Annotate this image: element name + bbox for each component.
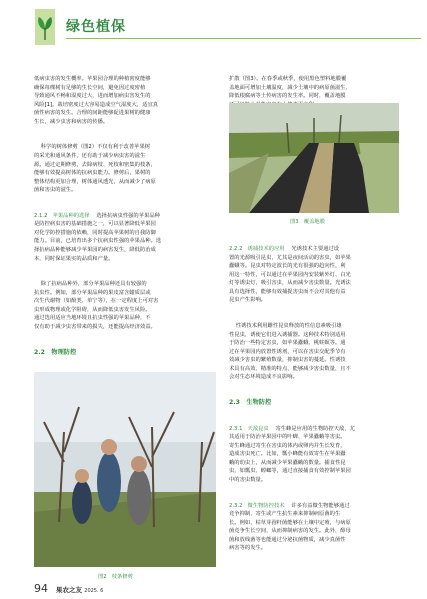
subheading-label: 2.1.2 苹果品种的选择 xyxy=(34,212,90,219)
section-title: 绿色植保 xyxy=(66,19,126,35)
sprout-logo-icon xyxy=(34,8,56,46)
right-column-bottom xyxy=(229,228,399,561)
pruning-photo xyxy=(34,372,216,567)
figure-caption: 图2 枝条修剪 xyxy=(98,574,133,580)
subheading-paragraph: 2.3.2 微生物防控技术 许多有益微生物能够通过 竞争抑制、寄生或产生抗生素来抑制病原菌的生 长。例如，枯草芽孢杆菌能够在土壤中定殖，与病原 菌竞争生长空间，从而抑制病害的发生。此外，醇母 菌和放线菌等也能通过分泌抗菌物质，减少真菌性 病害等的发生。 xyxy=(229,502,351,552)
publication-title: 果农之友 xyxy=(56,586,82,594)
subheading-label: 2.2.2 诱捕技术的应用 xyxy=(229,246,285,253)
mulch-film-photo xyxy=(229,103,399,213)
publication-name xyxy=(56,585,103,594)
subheading-paragraph: 2.2.2 诱捕技术的应用 光诱技术主要通过设 置的光源吸引昆虫，尤其是夜间活动的害虫，如苹果 蠹蛾等。昆虫对特定波长的光有很强的趋向性，利 用这一特性，可以通过在苹果园内安装紫外灯、白光 灯等诱虫灯，吸引害虫，从而减少害虫数量。光诱法 具有选择性，能够有效捕捉害虫而不会对其他有益 昆虫产生影响。 xyxy=(229,246,351,304)
subheading-paragraph: 2.1.2 苹果品种的选择 选择抗病虫性强的苹果品种 是防控病虫害的基础措施之一，可以显著降低苹果园 对化学防控措施的依赖，同时提高苹果树的自我防御 能力。目前，已培育出多个抗病虫性强的苹果品种。选 择抗病品种能够减少苹果园的病害发生，降低防治成 本，同时保证果实的品质和产量。 xyxy=(34,212,162,262)
paragraph: 性诱技术利用雌性昆虫释放的性信息素吸引雄 性昆虫，诱使它们进入诱捕器。这种技术特别适用 于防治一些特定害虫，如苹果蠹蛾、桃蛀螟等。通 过在苹果园内放置性诱剂，可以在害虫交配季节有 效减少害虫的繁殖数量，抑制虫害的蔓延。性诱技 术具有高效、精准的特点，能够减少害虫数量，且不 会对生态环境造成不良影响。 xyxy=(229,323,351,381)
paragraph: 低病虫害的发生概率。苹果园合理的种植密度能够 确保每棵树有足够的生长空间，避免因过度密植 导致通风不畅和湿度过大，进而增加病虫害发生的 风险[1]。栽培密度过大容易造成空气湿度大，适宜真 菌性病害的发生。合理的间距能够促进果树的健康 生长，减少虫害和病害的传播。 xyxy=(34,76,159,125)
subheading-paragraph: 2.3.1 天敌昆虫 寄生蜂是应用的生物防控天敌，尤 其适用于防治苹果园中的叶蝉、苹果蠹蛾等害虫。 寄生蜂通过寄生在害虫的体内或卵内并生长发育， 造成害虫死亡。比如，瓢小蜂能有效寄生在苹果蠹 蛾的幼虫上，从而减少苹果蠹蛾的数量。捕食性昆 虫，如瓢虫、螳螂等，通过直接捕食有效控制苹果园 中的害虫数量。 xyxy=(229,425,355,483)
section-heading: 2.3 生物防控 xyxy=(229,398,272,406)
page-header xyxy=(0,0,427,54)
section-heading: 2.2 物理防控 xyxy=(34,348,77,356)
page-number: 94 xyxy=(34,582,48,595)
paragraph: 科学的树体修剪（图2）不仅有利于改善苹果树 的采光和通风条件，还有助于减少病虫害的滋生 源。通过定期修剪，去除病枝、死枝和密集的枝条， 能够有效提高树体的抗病虫能力。修剪后，果树的 整体结构更加合理，树体通风透光，从而减少了病原 菌和害虫的滋生。 xyxy=(34,144,156,194)
paragraph: 除了抗病品种外，部分苹果品种还具有较强的 抗虫性。例如，部分苹果品种的果皮富含蜡质层或 次生代谢物（如酚类、单宁等），在一定程度上可对害 虫形成物理或化学阻碍，从而降低虫害发生风险。 通过选用适应当地环境且抗虫性强的苹果品种，不 仅有助于减少虫害带来的损失，还能提高经济效益。 xyxy=(34,281,159,330)
paragraph: 扩散（图3）。在春季或秋季，使用黑色塑料地膜覆 盖地面可增加土壤温度，减少土壤中的病原菌滋生， 降低根腐病等土传病害的发生率。同时，覆盖地膜 xyxy=(229,76,351,100)
figure-caption: 图3 覆盖地膜 xyxy=(290,219,325,225)
subheading-label: 2.3.2 微生物防控技术 xyxy=(229,502,285,509)
subheading-label: 2.3.1 天敌昆虫 xyxy=(229,425,269,432)
issue-number: 2025. 6 xyxy=(84,588,104,594)
header-divider xyxy=(66,38,421,39)
